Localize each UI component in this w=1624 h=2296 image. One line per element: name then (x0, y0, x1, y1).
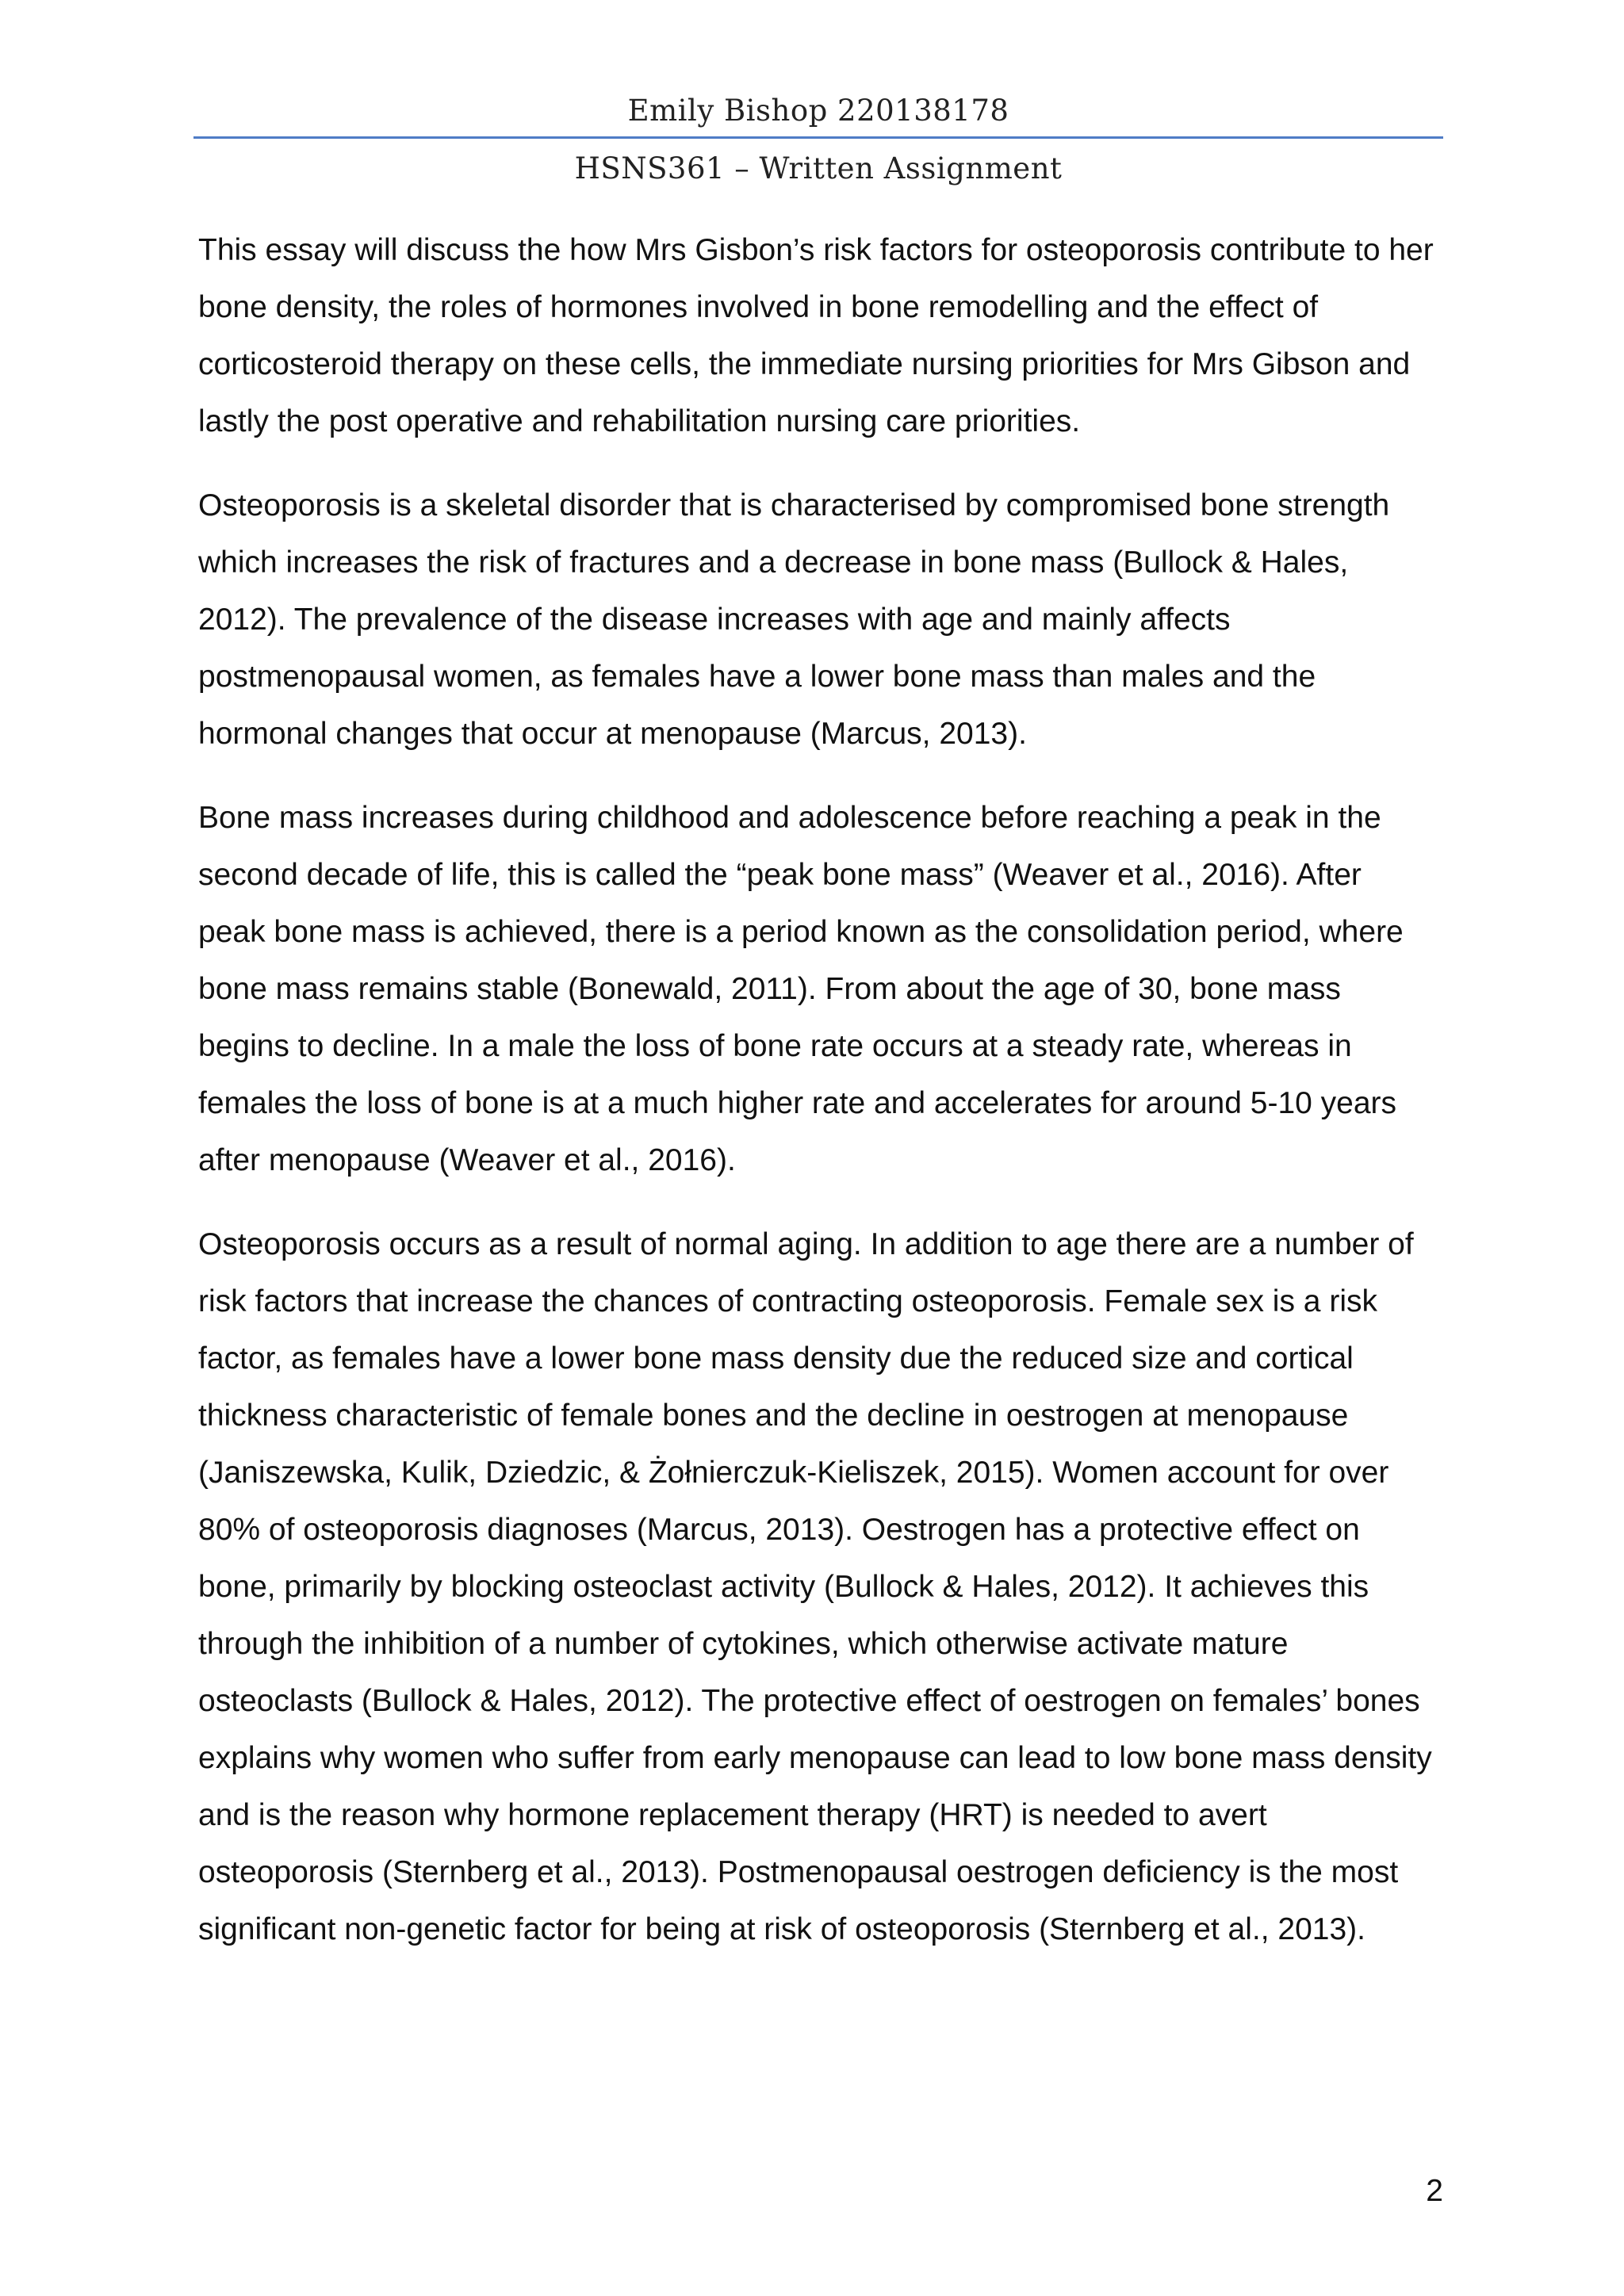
paragraph-risk-factors: Osteoporosis occurs as a result of normal aging. In addition to age there are a number of risk factors that increase the chances of contracting osteoporosis. Female sex is a risk factor, as females have a lower bone mass density due the reduced size and cortical thickness characteristic of female bones and the decline in oestrogen at menopause (Janiszewska, Kulik, Dziedzic, & Żołnierczuk-Kieliszek, 2015). Women account for over 80% of osteoporosis diagnoses (Marcus, 2013). Oestrogen has a protective effect on bone, primarily by blocking osteoclast activity (Bullock & Hales, 2012). It achieves this through the inhibition of a number of cytokines, which otherwise activate mature osteoclasts (Bullock & Hales, 2012). The protective effect of oestrogen on females’ bones explains why women who suffer from early menopause can lead to low bone mass density and is the reason why hormone replacement therapy (HRT) is needed to avert osteoporosis (Sternberg et al., 2013). Postmenopausal oestrogen deficiency is the most significant non-genetic factor for being at risk of osteoporosis (Sternberg et al., 2013). (198, 1227, 1432, 1946)
page-header (193, 89, 1443, 191)
paragraph-bone-mass: Bone mass increases during childhood and adolescence before reaching a peak in the second decade of life, this is called the “peak bone mass” (Weaver et al., 2016). After peak bone mass is achieved, there is a period known as the consolidation period, where bone mass remains stable (Bonewald, 2011). From about the age of 30, bone mass begins to decline. In a male the loss of bone rate occurs at a steady rate, whereas in females the loss of bone is at a much higher rate and accelerates for around 5-10 years after menopause (Weaver et al., 2016). (198, 801, 1404, 1177)
essay-body (198, 222, 1435, 1985)
paragraph-intro: This essay will discuss the how Mrs Gisbon’s risk factors for osteoporosis contribute to her bone density, the roles of hormones involved in bone remodelling and the effect of corticosteroid therapy on these cells, the immediate nursing priorities for Mrs Gibson and lastly the post operative and rehabilitation nursing care priorities. (198, 233, 1434, 438)
header-author-line: Emily Bishop 220138178 (627, 94, 1009, 128)
header-course-line: HSNS361 – Written Assignment (574, 151, 1063, 186)
header-rule (193, 136, 1443, 139)
paragraph-osteoporosis-definition: Osteoporosis is a skeletal disorder that is characterised by compromised bone strength which increases the risk of fractures and a decrease in bone mass (Bullock & Hales, 2012). The prevalence of the disease increases with age and mainly affects postmenopausal women, as females have a lower bone mass than males and the hormonal changes that occur at menopause (Marcus, 2013). (198, 488, 1390, 751)
page-number: 2 (1426, 2174, 1443, 2208)
